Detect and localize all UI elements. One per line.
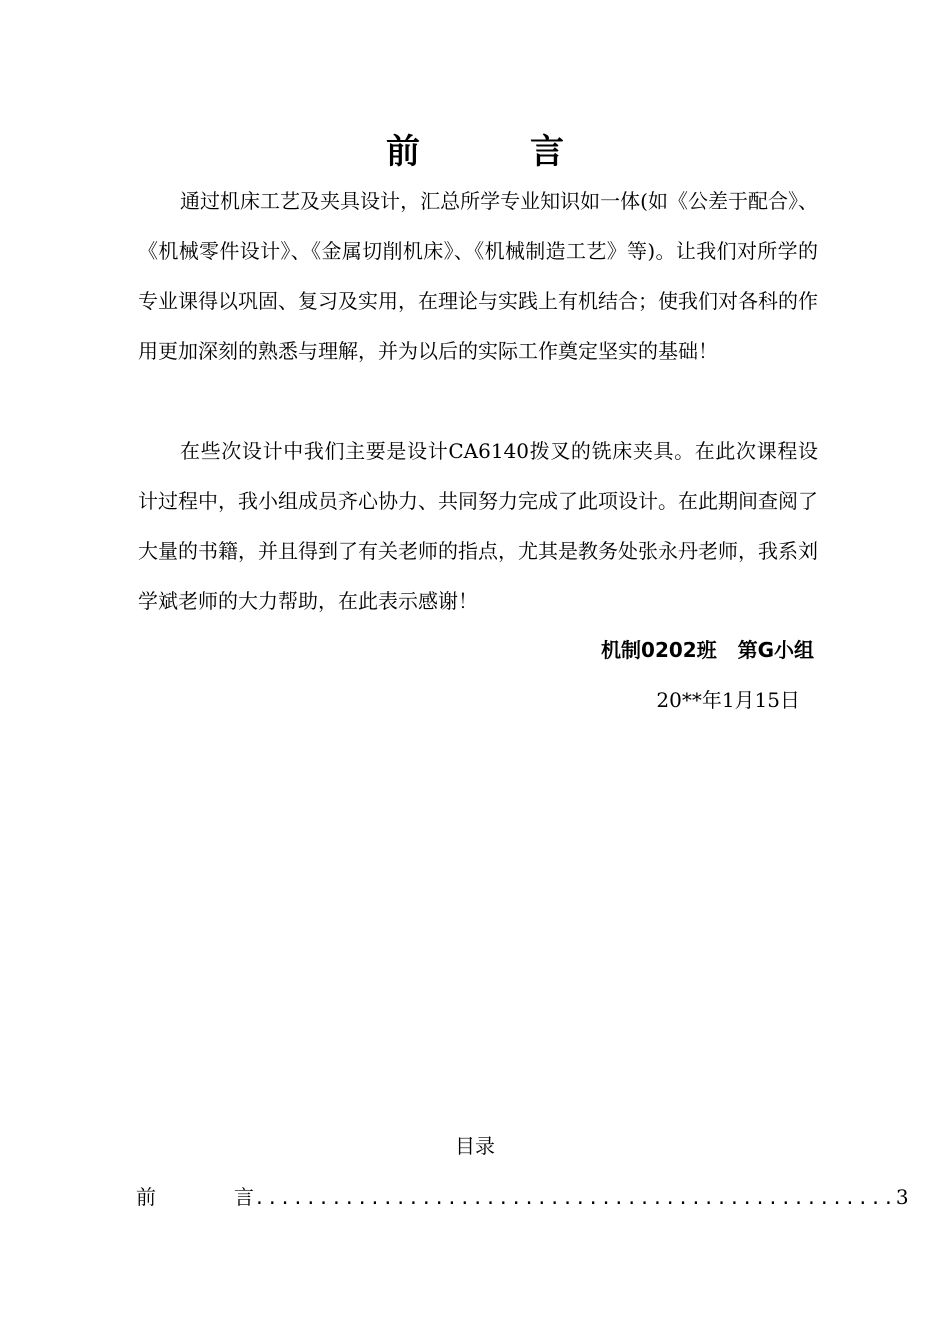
toc-entry[interactable] [136, 1180, 909, 1214]
preface-paragraph-1: 通过机床工艺及夹具设计，汇总所学专业知识如一体(如《公差于配合》、《机械零件设计》、《金属切削机床》、《机械制造工艺》等)。让我们对所学的专业课得以巩固、复习及实用，在理论与实践上有机结合；使我们对各科的作用更加深刻的熟悉与理解，并为以后的实际工作奠定坚实的基础！ [138, 189, 818, 363]
toc-entry-leader: .................................................. [254, 1188, 896, 1209]
page-title: 前言 [386, 132, 674, 172]
preface-paragraph-2: 在些次设计中我们主要是设计CA6140拨叉的铣床夹具。在此次课程设计过程中，我小组成员齐心协力、共同努力完成了此项设计。在此期间查阅了大量的书籍，并且得到了有关老师的指点，尤其是教务处张永丹老师，我系刘学斌老师的大力帮助，在此表示感谢！ [138, 439, 818, 613]
toc-entry-page: 3 [895, 1185, 909, 1209]
toc-heading: 目录 [455, 1134, 495, 1158]
toc-entry-label-second: 言 [234, 1185, 254, 1209]
date: 20**年1月15日 [656, 688, 800, 712]
toc-entry-label [136, 1180, 254, 1214]
signature: 机制0202班 第G小组 [601, 638, 814, 662]
toc-entry-label-first: 前 [136, 1185, 156, 1209]
